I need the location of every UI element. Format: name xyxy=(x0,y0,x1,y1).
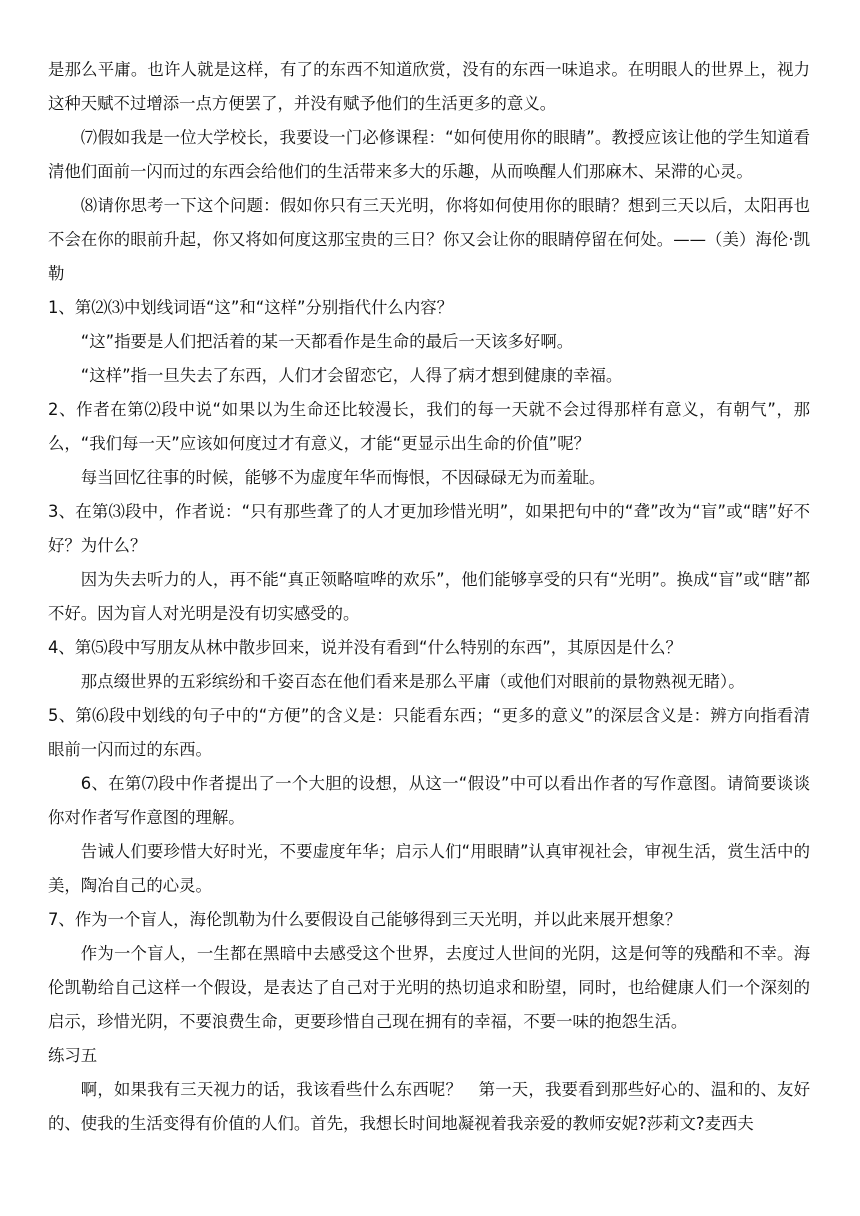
paragraph-7: ⑺假如我是一位大学校长，我要设一门必修课程：“如何使用你的眼睛”。教授应该让他的学生知道看清他们面前一闪而过的东西会给他们的生活带来多大的乐趣，从而唤醒人们那麻木、呆滞的心灵。 xyxy=(48,128,810,181)
answer-6: 告诫人们要珍惜大好时光，不要虚度年华；启示人们“用眼睛”认真审视社会，审视生活，赏生活中的美，陶冶自己的心灵。 xyxy=(48,842,810,895)
exercise-5-title: 练习五 xyxy=(48,1046,98,1065)
paragraph-continuation: 是那么平庸。也许人就是这样，有了的东西不知道欣赏，没有的东西一味追求。在明眼人的世界上，视力这种天赋不过增添一点方便罢了，并没有赋予他们的生活更多的意义。 xyxy=(48,60,810,113)
answer-1b: “这样”指一旦失去了东西，人们才会留恋它，人得了病才想到健康的幸福。 xyxy=(80,366,623,385)
question-2: 2、作者在第⑵段中说“如果以为生命还比较漫长，我们的每一天就不会过得那样有意义，有朝气”，那么，“我们每一天”应该如何度过才有意义，才能“更显示出生命的价值”呢？ xyxy=(48,400,810,453)
answer-4: 那点缀世界的五彩缤纷和千姿百态在他们看来是那么平庸（或他们对眼前的景物熟视无睹）。 xyxy=(80,672,745,691)
exercise-5-text: 啊，如果我有三天视力的话，我该看些什么东西呢？ 第一天，我要看到那些好心的、温和的、友好的、使我的生活变得有价值的人们。首先，我想长时间地凝视着我亲爱的教师安妮?莎莉文?麦西夫 xyxy=(48,1080,810,1133)
question-6: 6、在第⑺段中作者提出了一个大胆的设想，从这一“假设”中可以看出作者的写作意图。请简要谈谈你对作者写作意图的理解。 xyxy=(48,774,810,827)
answer-3: 因为失去听力的人，再不能“真正领略喧哗的欢乐”，他们能够享受的只有“光明”。换成“盲”或“瞎”都不好。因为盲人对光明是没有切实感受的。 xyxy=(48,570,810,623)
question-4: 4、第⑸段中写朋友从林中散步回来，说并没有看到“什么特别的东西”，其原因是什么？ xyxy=(48,638,682,657)
answer-2: 每当回忆往事的时候，能够不为虚度年华而悔恨，不因碌碌无为而羞耻。 xyxy=(80,468,606,487)
answer-7: 作为一个盲人，一生都在黑暗中去感受这个世界，去度过人世间的光阴，这是何等的残酷和不幸。海伦凯勒给自己这样一个假设，是表达了自己对于光明的热切追求和盼望，同时，也给健康人们一个深刻的启示，珍惜光阴，不要浪费生命，更要珍惜自己现在拥有的幸福，不要一味的抱怨生活。 xyxy=(48,944,810,1031)
question-3: 3、在第⑶段中，作者说：“只有那些聋了的人才更加珍惜光明”，如果把句中的“聋”改为“盲”或“瞎”好不好？为什么？ xyxy=(48,502,810,555)
answer-1a: “这”指要是人们把活着的某一天都看作是生命的最后一天该多好啊。 xyxy=(80,332,574,351)
question-7: 7、作为一个盲人，海伦凯勒为什么要假设自己能够得到三天光明，并以此来展开想象？ xyxy=(48,910,682,929)
question-5: 5、第⑹段中划线的句子中的“方便”的含义是：只能看东西；“更多的意义”的深层含义是：辨方向指看清眼前一闪而过的东西。 xyxy=(48,706,810,759)
question-1: 1、第⑵⑶中划线词语“这”和“这样”分别指代什么内容？ xyxy=(48,298,453,317)
paragraph-8: ⑻请你思考一下这个问题：假如你只有三天光明，你将如何使用你的眼睛？想到三天以后，太阳再也不会在你的眼前升起，你又将如何度这那宝贵的三日？你又会让你的眼睛停留在何处。——（美）海伦·凯勒 xyxy=(48,196,810,283)
